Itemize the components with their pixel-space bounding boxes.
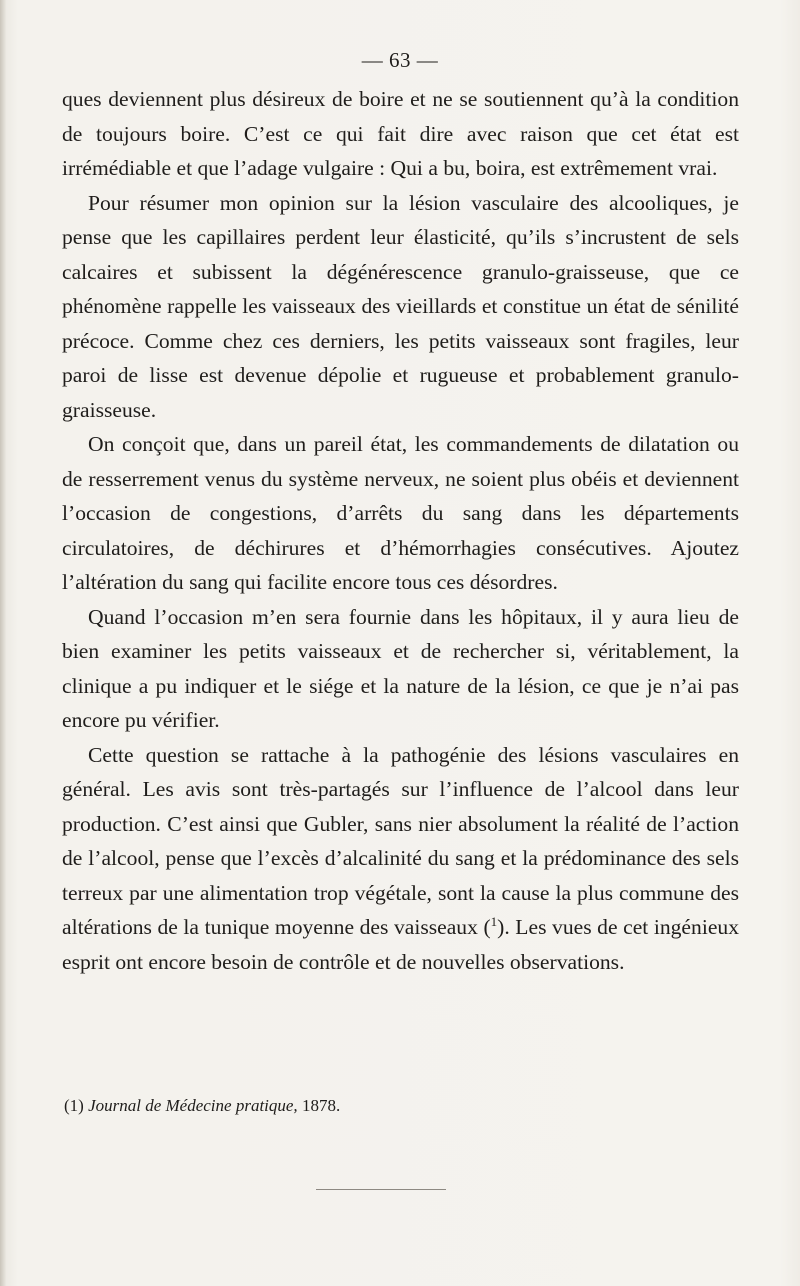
paragraph-2: Pour résumer mon opinion sur la lésion vasculaire des alcooliques, je pense que les capillaires perdent leur élasticité, qu’ils s’incrustent de sels calcaires et subissent la dégénérescence granulo-graisseuse, que ce phénomène rappelle les vaisseaux des vieillards et constitue un état de sénilité précoce. Comme chez ces derniers, les petits vaisseaux sont fragiles, leur paroi de lisse est devenue dépolie et rugueuse et probablement granulo-graisseuse. — [62, 190, 739, 422]
paragraph-3: On conçoit que, dans un pareil état, les commandements de dilatation ou de resserrement venus du système nerveux, ne soient plus obéis et deviennent l’occasion de congestions, d’arrêts du sang dans les départements circulatoires, de déchirures et d’hémorrhagies consécutives. Ajoutez l’altération du sang qui facilite encore tous ces désordres. — [62, 432, 739, 594]
page-number: — 63 — — [361, 48, 439, 72]
footnote — [64, 1095, 741, 1117]
footnote-journal-title: Journal de Médecine pratique, — [88, 1096, 298, 1115]
paragraph-5 — [62, 738, 739, 980]
footnote-marker: (1) — [64, 1096, 84, 1115]
paragraph-4: Quand l’occasion m’en sera fournie dans les hôpitaux, il y aura lieu de bien examiner les petits vaisseaux et de rechercher si, véritablement, la clinique a pu indiquer et le siége et la nature de la lésion, ce que je n’ai pas encore pu vérifier. — [62, 604, 739, 732]
footnote-year: 1878. — [301, 1096, 341, 1115]
footnote-reference: 1 — [490, 913, 498, 929]
paragraph-1: ques deviennent plus désireux de boire et ne se soutiennent qu’à la condition de toujours boire. C’est ce qui fait dire avec raison que cet état est irrémédiable et que l’adage vulgaire : Qui a bu, boira, est extrêmement vrai. — [62, 87, 739, 180]
page-spine-shadow — [0, 0, 6, 1286]
paragraph-5-text-b: ). Les vues de cet ingénieux esprit ont encore besoin de contrôle et de nouvelles observations. — [62, 915, 739, 974]
body-text — [62, 82, 739, 979]
paragraph-5-text-a: Cette question se rattache à la pathogénie des lésions vasculaires en général. Les avis sont très-partagés sur l’influence de l’alcool dans leur production. C’est ainsi que Gubler, sans nier absolument la réalité de l’action de l’alcool, pense que l’excès d’alcalinité du sang et la prédominance des sels terreux par une alimentation trop végétale, sont la cause la plus commune des altérations de la tunique moyenne des vaisseaux ( — [62, 742, 739, 939]
bottom-rule — [316, 1189, 446, 1190]
